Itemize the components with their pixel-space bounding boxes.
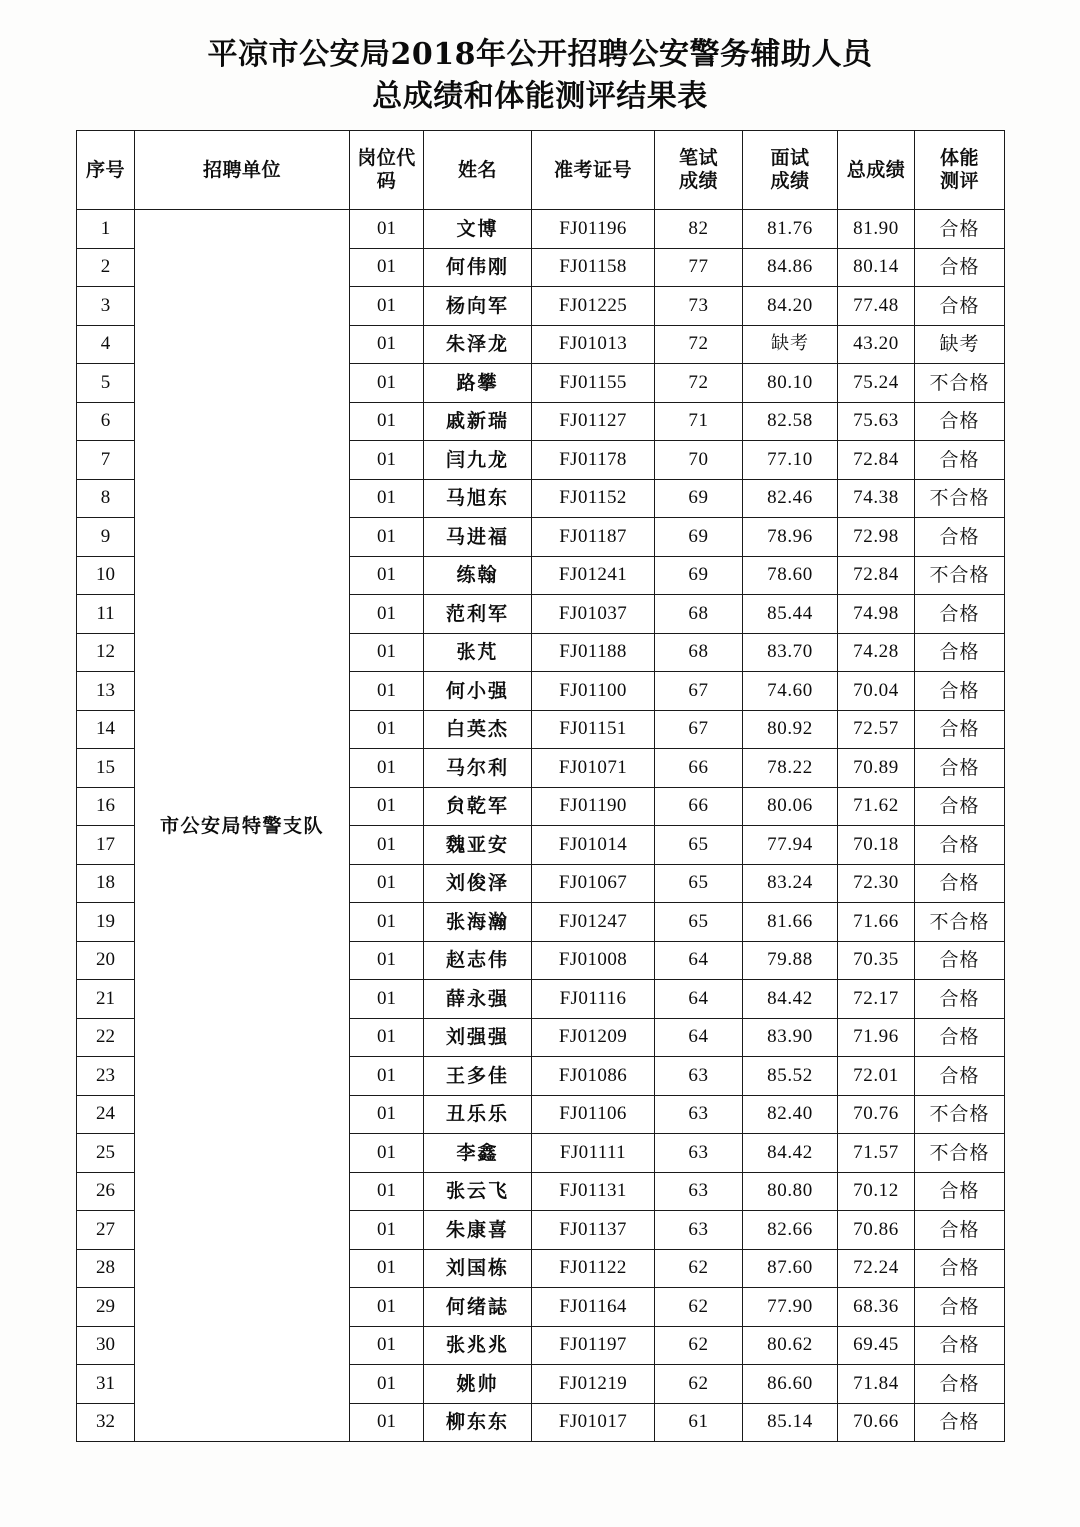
column-header-fitness	[915, 131, 1005, 210]
cell-job-code: 01	[350, 903, 424, 942]
cell-written-score: 65	[655, 826, 743, 865]
cell-ticket-number: FJ01008	[532, 941, 655, 980]
cell-written-score: 67	[655, 672, 743, 711]
cell-index: 21	[77, 980, 135, 1019]
cell-name: 白英杰	[424, 710, 532, 749]
cell-ticket-number: FJ01187	[532, 518, 655, 557]
cell-interview-score: 82.40	[743, 1095, 838, 1134]
cell-fitness-result: 不合格	[915, 1134, 1005, 1173]
cell-index: 18	[77, 864, 135, 903]
cell-interview-score: 83.24	[743, 864, 838, 903]
cell-index: 32	[77, 1403, 135, 1442]
cell-name: 姚帅	[424, 1365, 532, 1404]
cell-total-score: 74.38	[838, 479, 915, 518]
cell-job-code: 01	[350, 672, 424, 711]
cell-ticket-number: FJ01111	[532, 1134, 655, 1173]
cell-job-code: 01	[350, 826, 424, 865]
cell-ticket-number: FJ01131	[532, 1172, 655, 1211]
fitness-line-2: 测评	[939, 170, 979, 192]
cell-interview-score: 79.88	[743, 941, 838, 980]
cell-fitness-result: 合格	[915, 1403, 1005, 1442]
cell-written-score: 66	[655, 787, 743, 826]
cell-name: 杨向军	[424, 287, 532, 326]
cell-ticket-number: FJ01178	[532, 441, 655, 480]
cell-index: 6	[77, 402, 135, 441]
cell-name: 魏亚安	[424, 826, 532, 865]
cell-interview-score: 78.60	[743, 556, 838, 595]
cell-interview-score: 81.76	[743, 210, 838, 249]
cell-written-score: 64	[655, 980, 743, 1019]
cell-total-score: 71.66	[838, 903, 915, 942]
cell-written-score: 72	[655, 364, 743, 403]
cell-index: 16	[77, 787, 135, 826]
cell-ticket-number: FJ01086	[532, 1057, 655, 1096]
cell-ticket-number: FJ01116	[532, 980, 655, 1019]
title-line-2: 总成绩和体能测评结果表	[372, 79, 708, 114]
cell-job-code: 01	[350, 402, 424, 441]
cell-job-code: 01	[350, 248, 424, 287]
cell-index: 17	[77, 826, 135, 865]
cell-job-code: 01	[350, 1365, 424, 1404]
cell-ticket-number: FJ01071	[532, 749, 655, 788]
cell-ticket-number: FJ01196	[532, 210, 655, 249]
cell-fitness-result: 合格	[915, 287, 1005, 326]
cell-index: 24	[77, 1095, 135, 1134]
cell-name: 薛永强	[424, 980, 532, 1019]
cell-ticket-number: FJ01164	[532, 1288, 655, 1327]
column-header-unit: 招聘单位	[135, 131, 350, 210]
job-code-line-1: 岗位代	[357, 147, 416, 169]
cell-fitness-result: 合格	[915, 1172, 1005, 1211]
cell-ticket-number: FJ01106	[532, 1095, 655, 1134]
cell-fitness-result: 合格	[915, 941, 1005, 980]
cell-name: 李鑫	[424, 1134, 532, 1173]
cell-fitness-result: 合格	[915, 980, 1005, 1019]
cell-fitness-result: 合格	[915, 210, 1005, 249]
cell-written-score: 70	[655, 441, 743, 480]
cell-index: 19	[77, 903, 135, 942]
cell-fitness-result: 合格	[915, 1249, 1005, 1288]
cell-ticket-number: FJ01013	[532, 325, 655, 364]
cell-written-score: 72	[655, 325, 743, 364]
cell-total-score: 43.20	[838, 325, 915, 364]
job-code-line-2: 码	[376, 170, 397, 192]
cell-total-score: 71.96	[838, 1018, 915, 1057]
cell-ticket-number: FJ01100	[532, 672, 655, 711]
cell-fitness-result: 不合格	[915, 903, 1005, 942]
cell-written-score: 69	[655, 518, 743, 557]
column-header-index: 序号	[77, 131, 135, 210]
cell-job-code: 01	[350, 749, 424, 788]
cell-interview-score: 84.42	[743, 1134, 838, 1173]
cell-index: 1	[77, 210, 135, 249]
cell-written-score: 64	[655, 1018, 743, 1057]
cell-fitness-result: 合格	[915, 672, 1005, 711]
cell-written-score: 62	[655, 1326, 743, 1365]
cell-name: 戚新瑞	[424, 402, 532, 441]
cell-total-score: 72.84	[838, 441, 915, 480]
cell-fitness-result: 合格	[915, 248, 1005, 287]
cell-total-score: 71.84	[838, 1365, 915, 1404]
cell-index: 10	[77, 556, 135, 595]
cell-fitness-result: 合格	[915, 1211, 1005, 1250]
cell-index: 28	[77, 1249, 135, 1288]
cell-name: 张海瀚	[424, 903, 532, 942]
cell-ticket-number: FJ01241	[532, 556, 655, 595]
cell-written-score: 63	[655, 1211, 743, 1250]
cell-recruiting-unit: 市公安局特警支队	[135, 210, 350, 1442]
cell-total-score: 74.28	[838, 633, 915, 672]
cell-written-score: 62	[655, 1288, 743, 1327]
cell-index: 31	[77, 1365, 135, 1404]
cell-job-code: 01	[350, 556, 424, 595]
cell-job-code: 01	[350, 1057, 424, 1096]
cell-fitness-result: 合格	[915, 826, 1005, 865]
written-line-1: 笔试	[678, 147, 718, 169]
cell-written-score: 77	[655, 248, 743, 287]
cell-name: 路攀	[424, 364, 532, 403]
cell-index: 14	[77, 710, 135, 749]
column-header-interview-score	[743, 131, 838, 210]
cell-interview-score: 81.66	[743, 903, 838, 942]
cell-job-code: 01	[350, 287, 424, 326]
cell-name: 文博	[424, 210, 532, 249]
cell-ticket-number: FJ01122	[532, 1249, 655, 1288]
cell-written-score: 65	[655, 864, 743, 903]
cell-interview-score: 78.22	[743, 749, 838, 788]
cell-total-score: 70.12	[838, 1172, 915, 1211]
cell-job-code: 01	[350, 787, 424, 826]
results-table	[76, 130, 1005, 1442]
cell-total-score: 70.35	[838, 941, 915, 980]
cell-fitness-result: 合格	[915, 595, 1005, 634]
cell-interview-score: 缺考	[743, 325, 838, 364]
cell-name: 马尔利	[424, 749, 532, 788]
cell-interview-score: 80.10	[743, 364, 838, 403]
cell-index: 23	[77, 1057, 135, 1096]
table-body	[77, 210, 1005, 1442]
cell-name: 马进福	[424, 518, 532, 557]
cell-total-score: 72.01	[838, 1057, 915, 1096]
cell-interview-score: 84.42	[743, 980, 838, 1019]
cell-interview-score: 85.44	[743, 595, 838, 634]
cell-written-score: 66	[655, 749, 743, 788]
cell-written-score: 63	[655, 1057, 743, 1096]
cell-name: 张芃	[424, 633, 532, 672]
cell-ticket-number: FJ01188	[532, 633, 655, 672]
cell-ticket-number: FJ01037	[532, 595, 655, 634]
cell-name: 刘俊泽	[424, 864, 532, 903]
cell-interview-score: 82.58	[743, 402, 838, 441]
cell-written-score: 68	[655, 595, 743, 634]
cell-ticket-number: FJ01158	[532, 248, 655, 287]
cell-interview-score: 82.46	[743, 479, 838, 518]
cell-fitness-result: 合格	[915, 1365, 1005, 1404]
cell-index: 11	[77, 595, 135, 634]
cell-name: 柳东东	[424, 1403, 532, 1442]
cell-interview-score: 80.92	[743, 710, 838, 749]
cell-total-score: 77.48	[838, 287, 915, 326]
table-row	[77, 210, 1005, 249]
cell-interview-score: 80.62	[743, 1326, 838, 1365]
cell-total-score: 70.66	[838, 1403, 915, 1442]
cell-written-score: 69	[655, 556, 743, 595]
cell-job-code: 01	[350, 941, 424, 980]
cell-total-score: 72.24	[838, 1249, 915, 1288]
cell-index: 13	[77, 672, 135, 711]
cell-fitness-result: 合格	[915, 633, 1005, 672]
cell-ticket-number: FJ01017	[532, 1403, 655, 1442]
cell-job-code: 01	[350, 980, 424, 1019]
cell-job-code: 01	[350, 364, 424, 403]
cell-interview-score: 78.96	[743, 518, 838, 557]
cell-fitness-result: 合格	[915, 441, 1005, 480]
cell-index: 2	[77, 248, 135, 287]
cell-name: 范利军	[424, 595, 532, 634]
title-line-1: 平凉市公安局2018年公开招聘公安警务辅助人员	[207, 37, 873, 72]
cell-ticket-number: FJ01209	[532, 1018, 655, 1057]
cell-interview-score: 84.86	[743, 248, 838, 287]
cell-total-score: 74.98	[838, 595, 915, 634]
cell-ticket-number: FJ01219	[532, 1365, 655, 1404]
cell-name: 贠乾军	[424, 787, 532, 826]
cell-written-score: 63	[655, 1134, 743, 1173]
column-header-total-score: 总成绩	[838, 131, 915, 210]
cell-job-code: 01	[350, 1134, 424, 1173]
cell-interview-score: 84.20	[743, 287, 838, 326]
cell-job-code: 01	[350, 518, 424, 557]
written-line-2: 成绩	[678, 170, 718, 192]
cell-fitness-result: 不合格	[915, 479, 1005, 518]
cell-total-score: 75.63	[838, 402, 915, 441]
cell-name: 张云飞	[424, 1172, 532, 1211]
cell-job-code: 01	[350, 1249, 424, 1288]
column-header-name: 姓名	[424, 131, 532, 210]
cell-job-code: 01	[350, 1018, 424, 1057]
cell-job-code: 01	[350, 1172, 424, 1211]
results-table-container	[76, 130, 996, 1442]
cell-job-code: 01	[350, 1403, 424, 1442]
cell-interview-score: 74.60	[743, 672, 838, 711]
cell-fitness-result: 合格	[915, 787, 1005, 826]
column-header-written-score	[655, 131, 743, 210]
cell-job-code: 01	[350, 1211, 424, 1250]
cell-interview-score: 83.90	[743, 1018, 838, 1057]
cell-fitness-result: 不合格	[915, 556, 1005, 595]
cell-fitness-result: 不合格	[915, 1095, 1005, 1134]
cell-index: 12	[77, 633, 135, 672]
cell-total-score: 80.14	[838, 248, 915, 287]
cell-total-score: 72.57	[838, 710, 915, 749]
cell-name: 丑乐乐	[424, 1095, 532, 1134]
cell-ticket-number: FJ01152	[532, 479, 655, 518]
table-header-row	[77, 131, 1005, 210]
cell-total-score: 71.57	[838, 1134, 915, 1173]
page-title	[0, 34, 1080, 118]
fitness-line-1: 体能	[939, 147, 979, 169]
cell-written-score: 71	[655, 402, 743, 441]
cell-interview-score: 85.52	[743, 1057, 838, 1096]
cell-job-code: 01	[350, 1288, 424, 1327]
cell-interview-score: 82.66	[743, 1211, 838, 1250]
cell-fitness-result: 缺考	[915, 325, 1005, 364]
column-header-job-code	[350, 131, 424, 210]
cell-written-score: 62	[655, 1249, 743, 1288]
cell-index: 29	[77, 1288, 135, 1327]
cell-name: 朱康喜	[424, 1211, 532, 1250]
cell-written-score: 69	[655, 479, 743, 518]
cell-written-score: 63	[655, 1172, 743, 1211]
cell-fitness-result: 不合格	[915, 364, 1005, 403]
cell-written-score: 73	[655, 287, 743, 326]
cell-interview-score: 77.10	[743, 441, 838, 480]
cell-index: 7	[77, 441, 135, 480]
cell-index: 4	[77, 325, 135, 364]
cell-ticket-number: FJ01197	[532, 1326, 655, 1365]
cell-ticket-number: FJ01014	[532, 826, 655, 865]
cell-name: 王多佳	[424, 1057, 532, 1096]
cell-name: 赵志伟	[424, 941, 532, 980]
cell-written-score: 63	[655, 1095, 743, 1134]
cell-total-score: 75.24	[838, 364, 915, 403]
cell-name: 何伟刚	[424, 248, 532, 287]
cell-ticket-number: FJ01155	[532, 364, 655, 403]
cell-written-score: 65	[655, 903, 743, 942]
cell-ticket-number: FJ01247	[532, 903, 655, 942]
cell-job-code: 01	[350, 1095, 424, 1134]
interview-line-1: 面试	[770, 147, 810, 169]
cell-ticket-number: FJ01127	[532, 402, 655, 441]
cell-fitness-result: 合格	[915, 1288, 1005, 1327]
cell-total-score: 72.30	[838, 864, 915, 903]
cell-written-score: 64	[655, 941, 743, 980]
cell-total-score: 72.98	[838, 518, 915, 557]
cell-index: 9	[77, 518, 135, 557]
cell-total-score: 70.86	[838, 1211, 915, 1250]
cell-interview-score: 77.90	[743, 1288, 838, 1327]
cell-index: 26	[77, 1172, 135, 1211]
cell-ticket-number: FJ01151	[532, 710, 655, 749]
cell-name: 何绪誌	[424, 1288, 532, 1327]
cell-written-score: 62	[655, 1365, 743, 1404]
cell-job-code: 01	[350, 479, 424, 518]
cell-job-code: 01	[350, 633, 424, 672]
cell-ticket-number: FJ01190	[532, 787, 655, 826]
cell-interview-score: 83.70	[743, 633, 838, 672]
cell-name: 刘强强	[424, 1018, 532, 1057]
cell-job-code: 01	[350, 325, 424, 364]
cell-job-code: 01	[350, 595, 424, 634]
cell-total-score: 68.36	[838, 1288, 915, 1327]
cell-total-score: 70.76	[838, 1095, 915, 1134]
cell-name: 何小强	[424, 672, 532, 711]
cell-interview-score: 80.06	[743, 787, 838, 826]
cell-total-score: 72.84	[838, 556, 915, 595]
cell-job-code: 01	[350, 210, 424, 249]
cell-written-score: 68	[655, 633, 743, 672]
cell-fitness-result: 合格	[915, 710, 1005, 749]
cell-job-code: 01	[350, 864, 424, 903]
cell-index: 15	[77, 749, 135, 788]
cell-total-score: 71.62	[838, 787, 915, 826]
cell-name: 练翰	[424, 556, 532, 595]
cell-fitness-result: 合格	[915, 1326, 1005, 1365]
cell-job-code: 01	[350, 441, 424, 480]
cell-index: 25	[77, 1134, 135, 1173]
cell-index: 5	[77, 364, 135, 403]
cell-index: 22	[77, 1018, 135, 1057]
cell-fitness-result: 合格	[915, 402, 1005, 441]
column-header-ticket: 准考证号	[532, 131, 655, 210]
cell-fitness-result: 合格	[915, 749, 1005, 788]
cell-fitness-result: 合格	[915, 1018, 1005, 1057]
cell-index: 8	[77, 479, 135, 518]
cell-job-code: 01	[350, 1326, 424, 1365]
cell-index: 3	[77, 287, 135, 326]
cell-interview-score: 80.80	[743, 1172, 838, 1211]
cell-name: 张兆兆	[424, 1326, 532, 1365]
cell-index: 30	[77, 1326, 135, 1365]
cell-interview-score: 85.14	[743, 1403, 838, 1442]
cell-total-score: 70.04	[838, 672, 915, 711]
cell-job-code: 01	[350, 710, 424, 749]
cell-name: 马旭东	[424, 479, 532, 518]
interview-line-2: 成绩	[770, 170, 810, 192]
cell-interview-score: 86.60	[743, 1365, 838, 1404]
cell-total-score: 81.90	[838, 210, 915, 249]
cell-index: 27	[77, 1211, 135, 1250]
cell-total-score: 69.45	[838, 1326, 915, 1365]
cell-total-score: 70.89	[838, 749, 915, 788]
cell-total-score: 70.18	[838, 826, 915, 865]
cell-index: 20	[77, 941, 135, 980]
cell-written-score: 67	[655, 710, 743, 749]
cell-written-score: 82	[655, 210, 743, 249]
cell-ticket-number: FJ01137	[532, 1211, 655, 1250]
cell-total-score: 72.17	[838, 980, 915, 1019]
cell-fitness-result: 合格	[915, 1057, 1005, 1096]
cell-fitness-result: 合格	[915, 864, 1005, 903]
cell-written-score: 61	[655, 1403, 743, 1442]
cell-fitness-result: 合格	[915, 518, 1005, 557]
cell-name: 闫九龙	[424, 441, 532, 480]
cell-name: 朱泽龙	[424, 325, 532, 364]
cell-ticket-number: FJ01067	[532, 864, 655, 903]
cell-ticket-number: FJ01225	[532, 287, 655, 326]
cell-name: 刘国栋	[424, 1249, 532, 1288]
cell-interview-score: 77.94	[743, 826, 838, 865]
cell-interview-score: 87.60	[743, 1249, 838, 1288]
